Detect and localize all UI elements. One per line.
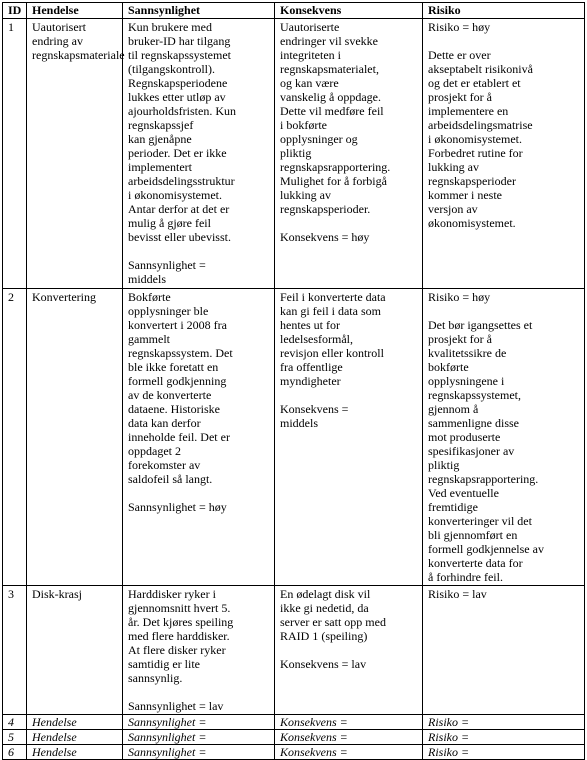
row-sannsynlighet: Sannsynlighet = bbox=[123, 715, 275, 730]
row-risiko: Risiko = høy Dette er over akseptabelt risikonivå og det er etablert et prosjekt for å implementere en arbeidsdelingsmatrise i økonomisystemet. Forbedret rutine for lukking av regnskapsperioder kommer i neste versjon av økonomisystemet. bbox=[423, 19, 585, 289]
row-risiko: Risiko = bbox=[423, 715, 585, 730]
row-hendelse: Disk-krasj bbox=[27, 586, 123, 715]
table-row bbox=[3, 19, 585, 289]
row-id: 3 bbox=[3, 586, 27, 715]
row-konsekvens: Konsekvens = bbox=[275, 730, 423, 745]
table-row bbox=[3, 586, 585, 715]
row-risiko: Risiko = bbox=[423, 745, 585, 760]
row-risiko: Risiko = bbox=[423, 730, 585, 745]
row-sannsynlighet: Sannsynlighet = bbox=[123, 730, 275, 745]
row-konsekvens: En ødelagt disk vil ikke gi nedetid, da server er satt opp med RAID 1 (speiling) Konsekvens = lav bbox=[275, 586, 423, 715]
row-id: 5 bbox=[3, 730, 27, 745]
row-id: 6 bbox=[3, 745, 27, 760]
row-risiko: Risiko = lav bbox=[423, 586, 585, 715]
row-id: 1 bbox=[3, 19, 27, 289]
header-hendelse: Hendelse bbox=[27, 3, 123, 19]
header-risiko: Risiko bbox=[423, 3, 585, 19]
template-row bbox=[3, 730, 585, 745]
header-row bbox=[3, 3, 585, 19]
row-konsekvens: Konsekvens = bbox=[275, 715, 423, 730]
header-sannsynlighet: Sannsynlighet bbox=[123, 3, 275, 19]
row-konsekvens: Feil i konverterte data kan gi feil i data som hentes ut for ledelsesformål, revisjon eller kontroll fra offentlige myndigheter Konsekvens = middels bbox=[275, 289, 423, 586]
template-row bbox=[3, 745, 585, 760]
header-id: ID bbox=[3, 3, 27, 19]
row-sannsynlighet: Sannsynlighet = bbox=[123, 745, 275, 760]
row-hendelse: Konvertering bbox=[27, 289, 123, 586]
row-hendelse: Hendelse bbox=[27, 745, 123, 760]
row-sannsynlighet: Bokførte opplysninger ble konvertert i 2008 fra gammelt regnskapssystem. Det ble ikke foretatt en formell godkjenning av de konverterte dataene. Historiske data kan derfor inneholde feil. Det er oppdaget 2 forekomster av saldofeil så langt. Sannsynlighet = høy bbox=[123, 289, 275, 586]
row-risiko: Risiko = høy Det bør igangsettes et prosjekt for å kvalitetssikre de bokførte opplysningene i regnskapssystemet, gjennom å sammenligne disse mot produserte spesifikasjoner av pliktig regnskapsrapportering. Ved eventuelle fremtidige konverteringer vil det bli gjennomført en formell godkjennelse av konverterte data for å forhindre feil. bbox=[423, 289, 585, 586]
row-sannsynlighet: Kun brukere med bruker-ID har tilgang til regnskapssystemet (tilgangskontroll). Regnskapsperiodene lukkes etter utløp av ajourholdsfristen. Kun regnskapssjef kan gjenåpne perioder. Det er ikke implementert arbeidsdelingsstruktur i økonomisystemet. Antar derfor at det er mulig å gjøre feil bevisst eller ubevisst. Sannsynlighet = middels bbox=[123, 19, 275, 289]
risk-table bbox=[2, 2, 585, 760]
template-row bbox=[3, 715, 585, 730]
row-hendelse: Uautorisert endring av regnskapsmateriale bbox=[27, 19, 123, 289]
header-konsekvens: Konsekvens bbox=[275, 3, 423, 19]
row-id: 2 bbox=[3, 289, 27, 586]
row-konsekvens: Konsekvens = bbox=[275, 745, 423, 760]
row-konsekvens: Uautoriserte endringer vil svekke integriteten i regnskapsmaterialet, og kan være vanskelig å oppdage. Dette vil medføre feil i bokførte opplysninger og pliktig regnskapsrapportering. Mulighet for å forbigå lukking av regnskapsperioder. Konsekvens = høy bbox=[275, 19, 423, 289]
row-hendelse: Hendelse bbox=[27, 730, 123, 745]
row-hendelse: Hendelse bbox=[27, 715, 123, 730]
row-id: 4 bbox=[3, 715, 27, 730]
row-sannsynlighet: Harddisker ryker i gjennomsnitt hvert 5. år. Det kjøres speiling med flere harddisker. At flere disker ryker samtidig er lite sannsynlig. Sannsynlighet = lav bbox=[123, 586, 275, 715]
table-row bbox=[3, 289, 585, 586]
